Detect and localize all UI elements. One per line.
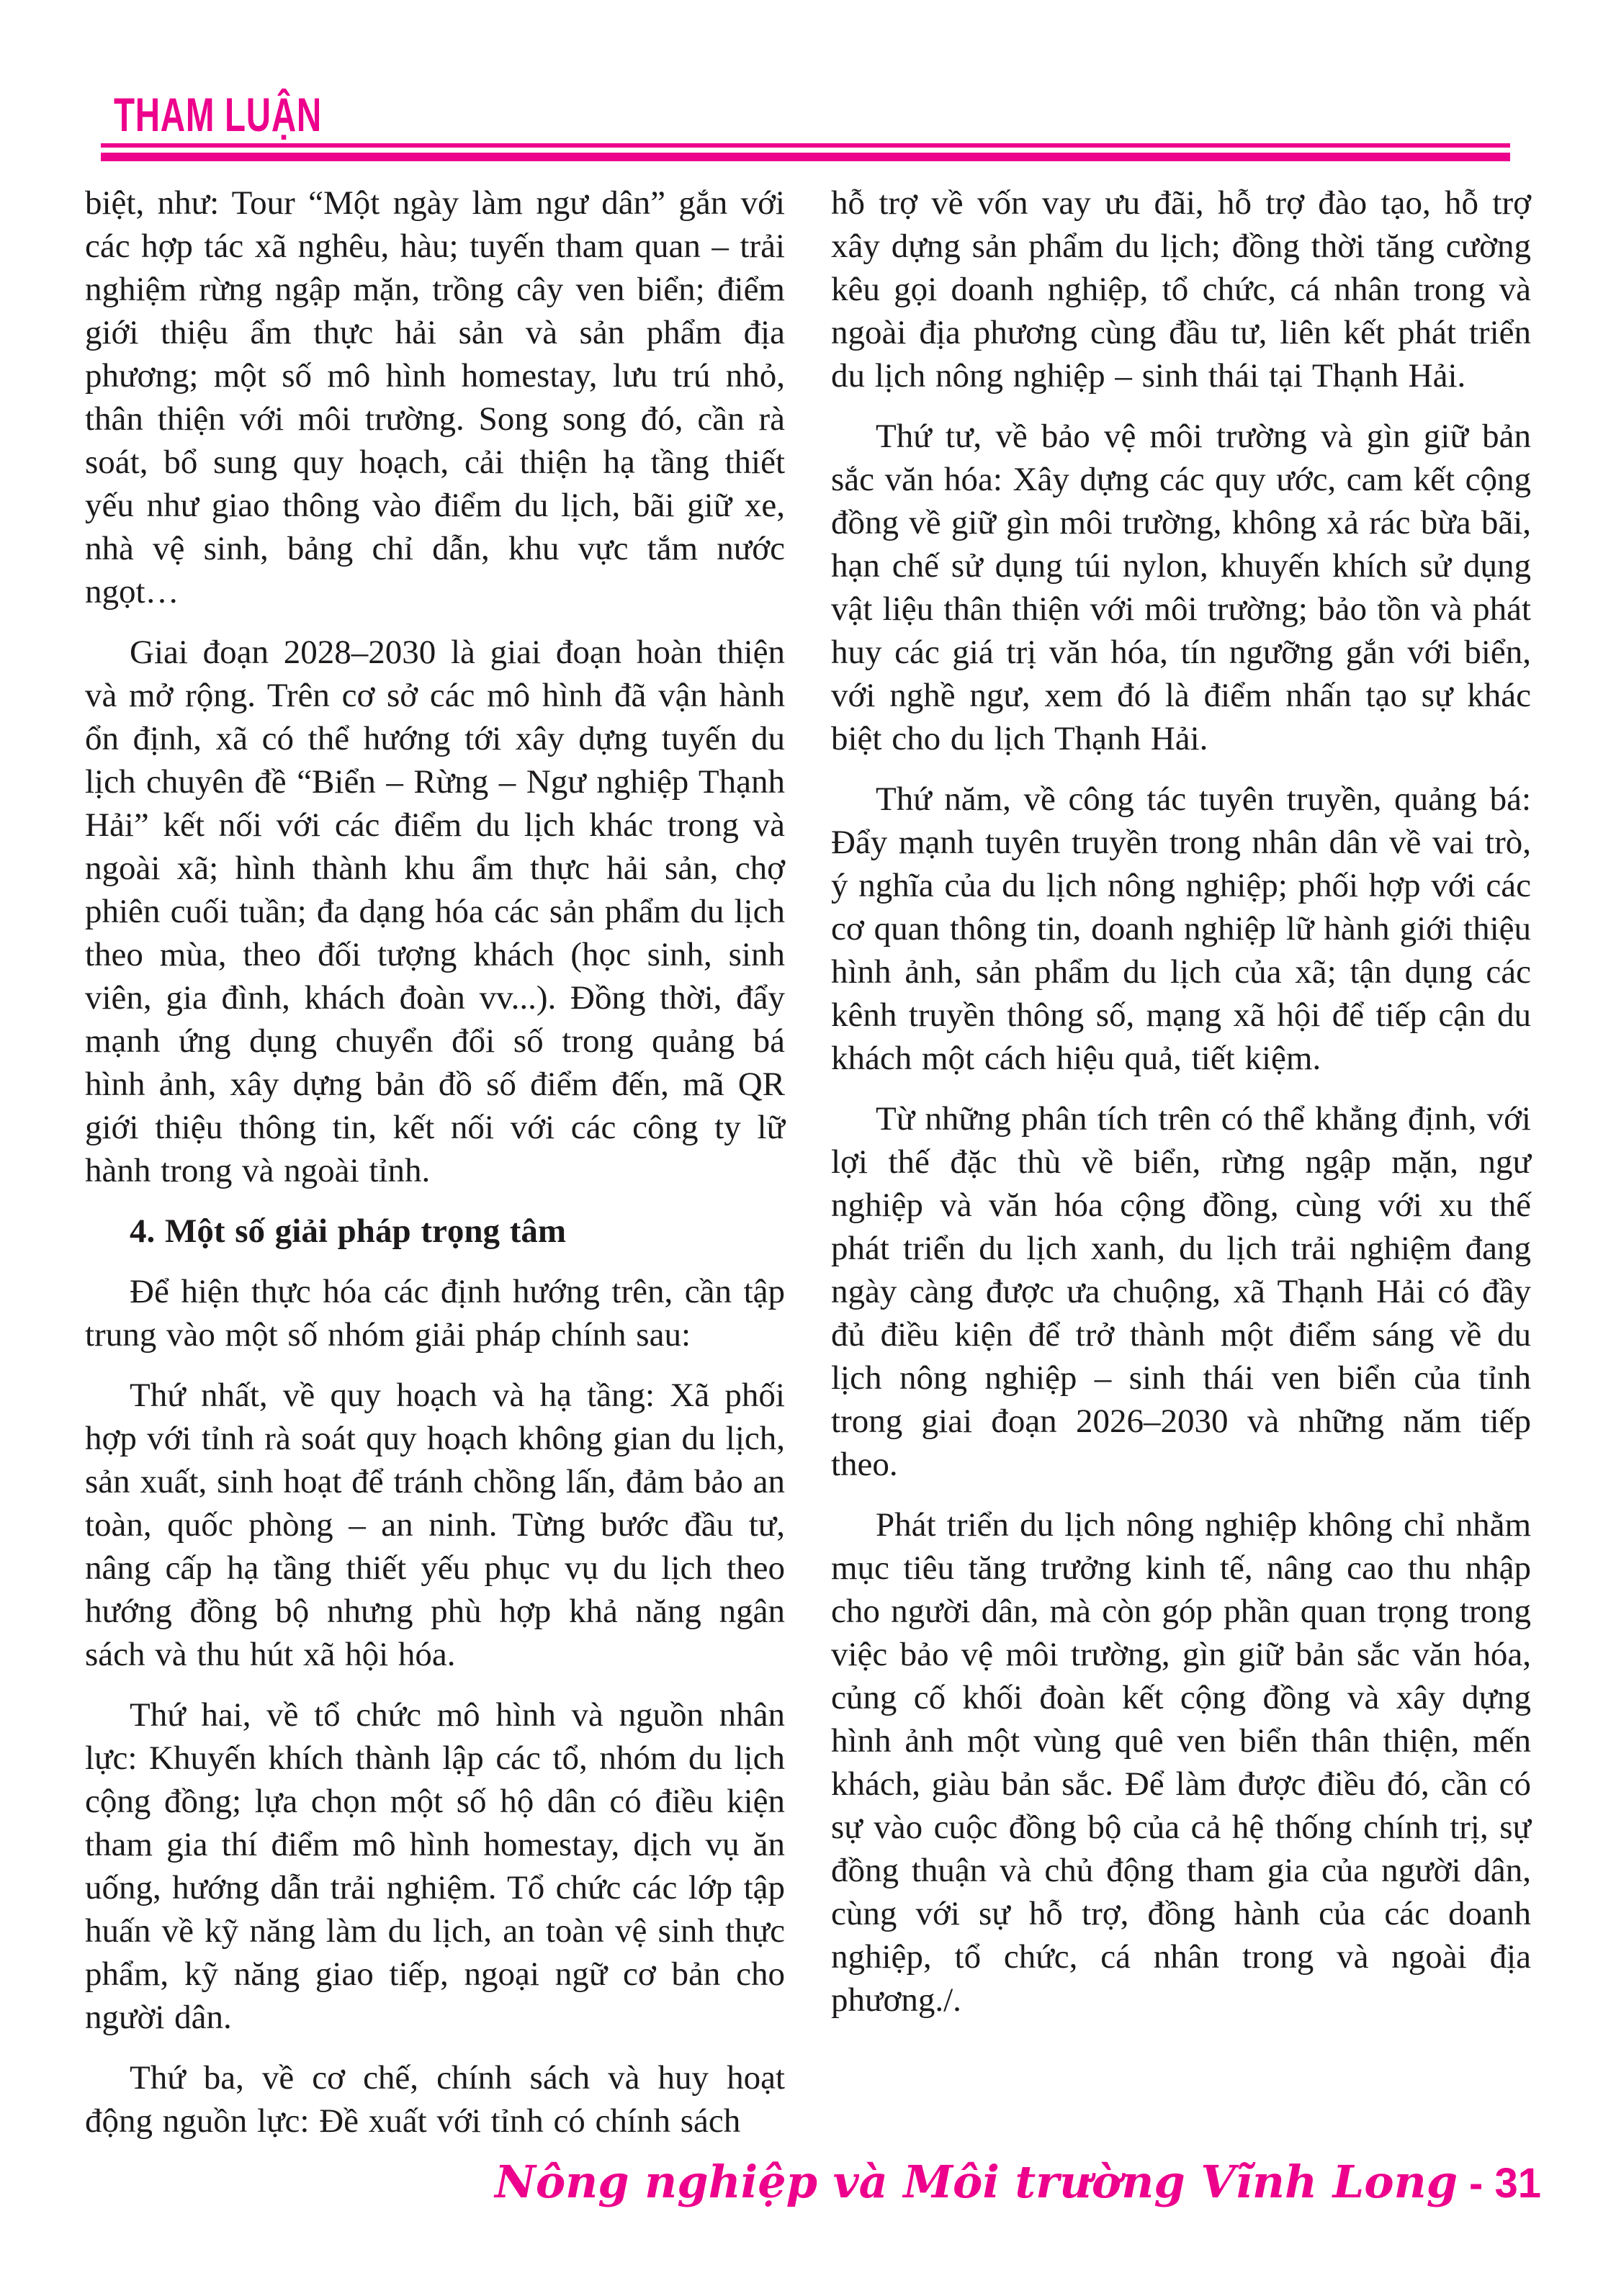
paragraph: Phát triển du lịch nông nghiệp không chỉ nhằm mục tiêu tăng trưởng kinh tế, nâng cao thu nhập cho người dân, mà còn góp phần quan trọng trong việc bảo vệ môi trường, gìn giữ bản sắc văn hóa, củng cố khối đoàn kết cộng đồng và xây dựng hình ảnh một vùng quê ven biển thân thiện, mến khách, giàu bản sắc. Để làm được điều đó, cần có sự vào cuộc đồng bộ của cả hệ thống chính trị, sự đồng thuận và chủ động tham gia của người dân, cùng với sự hỗ trợ, đồng hành của các doanh nghiệp, tổ chức, cá nhân trong và ngoài địa phương./. — [831, 1506, 1531, 2019]
paragraph: Giai đoạn 2028–2030 là giai đoạn hoàn thiện và mở rộng. Trên cơ sở các mô hình đã vận hành ổn định, xã có thể hướng tới xây dựng tuyến du lịch chuyên đề “Biển – Rừng – Ngư nghiệp Thạnh Hải” kết nối với các điểm du lịch khác trong và ngoài xã; hình thành khu ẩm thực hải sản, chợ phiên cuối tuần; đa dạng hóa các sản phẩm du lịch theo mùa, theo đối tượng khách (học sinh, sinh viên, gia đình, khách đoàn vv...). Đồng thời, đẩy mạnh ứng dụng chuyển đổi số trong quảng bá hình ảnh, xây dựng bản đồ số điểm đến, mã QR giới thiệu thông tin, kết nối với các công ty lữ hành trong và ngoài tỉnh. — [85, 634, 785, 1189]
paragraph: Thứ nhất, về quy hoạch và hạ tầng: Xã phối hợp với tỉnh rà soát quy hoạch không gian du lịch, sản xuất, sinh hoạt để tránh chồng lấn, đảm bảo an toàn, quốc phòng – an ninh. Từng bước đầu tư, nâng cấp hạ tầng thiết yếu phục vụ du lịch theo hướng đồng bộ nhưng phù hợp khả năng ngân sách và thu hút xã hội hóa. — [85, 1377, 785, 1673]
paragraph: Thứ hai, về tổ chức mô hình và nguồn nhân lực: Khuyến khích thành lập các tổ, nhóm du lịch cộng đồng; lựa chọn một số hộ dân có điều kiện tham gia thí điểm mô hình homestay, dịch vụ ăn uống, hướng dẫn trải nghiệm. Tổ chức các lớp tập huấn về kỹ năng làm du lịch, an toàn vệ sinh thực phẩm, kỹ năng giao tiếp, ngoại ngữ cơ bản cho người dân. — [85, 1696, 785, 2036]
paragraph: Thứ ba, về cơ chế, chính sách và huy hoạt động nguồn lực: Đề xuất với tỉnh có chính sách — [85, 2059, 785, 2140]
paragraph: Thứ tư, về bảo vệ môi trường và gìn giữ bản sắc văn hóa: Xây dựng các quy ước, cam kết cộng đồng về giữ gìn môi trường, không xả rác bừa bãi, hạn chế sử dụng túi nylon, khuyến khích sử dụng vật liệu thân thiện với môi trường; bảo tồn và phát huy các giá trị văn hóa, tín ngưỡng gắn với biển, với nghề ngư, xem đó là điểm nhấn tạo sự khác biệt cho du lịch Thạnh Hải. — [831, 418, 1531, 757]
text-column-left — [85, 181, 785, 2160]
paragraph: Từ những phân tích trên có thể khẳng định, với lợi thế đặc thù về biển, rừng ngập mặn, ngư nghiệp và văn hóa cộng đồng, cùng với xu thế phát triển du lịch xanh, du lịch trải nghiệm đang ngày càng được ưa chuộng, xã Thạnh Hải có đầy đủ điều kiện để trở thành một điểm sáng về du lịch nông nghiệp – sinh thái ven biển của tỉnh trong giai đoạn 2026–2030 và những năm tiếp theo. — [831, 1100, 1531, 1483]
page-number: - 31 — [1469, 2160, 1541, 2207]
header-rule-thick — [101, 153, 1510, 161]
paragraph: hỗ trợ về vốn vay ưu đãi, hỗ trợ đào tạo, hỗ trợ xây dựng sản phẩm du lịch; đồng thời tăng cường kêu gọi doanh nghiệp, tổ chức, cá nhân trong và ngoài địa phương cùng đầu tư, liên kết phát triển du lịch nông nghiệp – sinh thái tại Thạnh Hải. — [831, 184, 1531, 395]
section-label: THAM LUẬN — [114, 88, 322, 141]
paragraph: biệt, như: Tour “Một ngày làm ngư dân” gắn với các hợp tác xã nghêu, hàu; tuyến tham quan – trải nghiệm rừng ngập mặn, trồng cây ven biển; điểm giới thiệu ẩm thực hải sản và sản phẩm địa phương; một số mô hình homestay, lưu trú nhỏ, thân thiện với môi trường. Song song đó, cần rà soát, bổ sung quy hoạch, cải thiện hạ tầng thiết yếu như giao thông vào điểm du lịch, bãi giữ xe, nhà vệ sinh, bảng chỉ dẫn, khu vực tắm nước ngọt… — [85, 184, 785, 611]
page-footer — [495, 2156, 1541, 2208]
section-heading: 4. Một số giải pháp trọng tâm — [130, 1212, 567, 1250]
header-rule-thin — [101, 143, 1510, 148]
text-column-right — [831, 181, 1531, 2039]
journal-name: Nông nghiệp và Môi trường Vĩnh Long — [495, 2156, 1458, 2208]
paragraph: Thứ năm, về công tác tuyên truyền, quảng bá: Đẩy mạnh tuyên truyền trong nhân dân về vai trò, ý nghĩa của du lịch nông nghiệp; phối hợp với các cơ quan thông tin, doanh nghiệp lữ hành giới thiệu hình ảnh, sản phẩm du lịch của xã; tận dụng các kênh truyền thông số, mạng xã hội để tiếp cận du khách một cách hiệu quả, tiết kiệm. — [831, 780, 1531, 1077]
paragraph: Để hiện thực hóa các định hướng trên, cần tập trung vào một số nhóm giải pháp chính sau: — [85, 1273, 785, 1354]
